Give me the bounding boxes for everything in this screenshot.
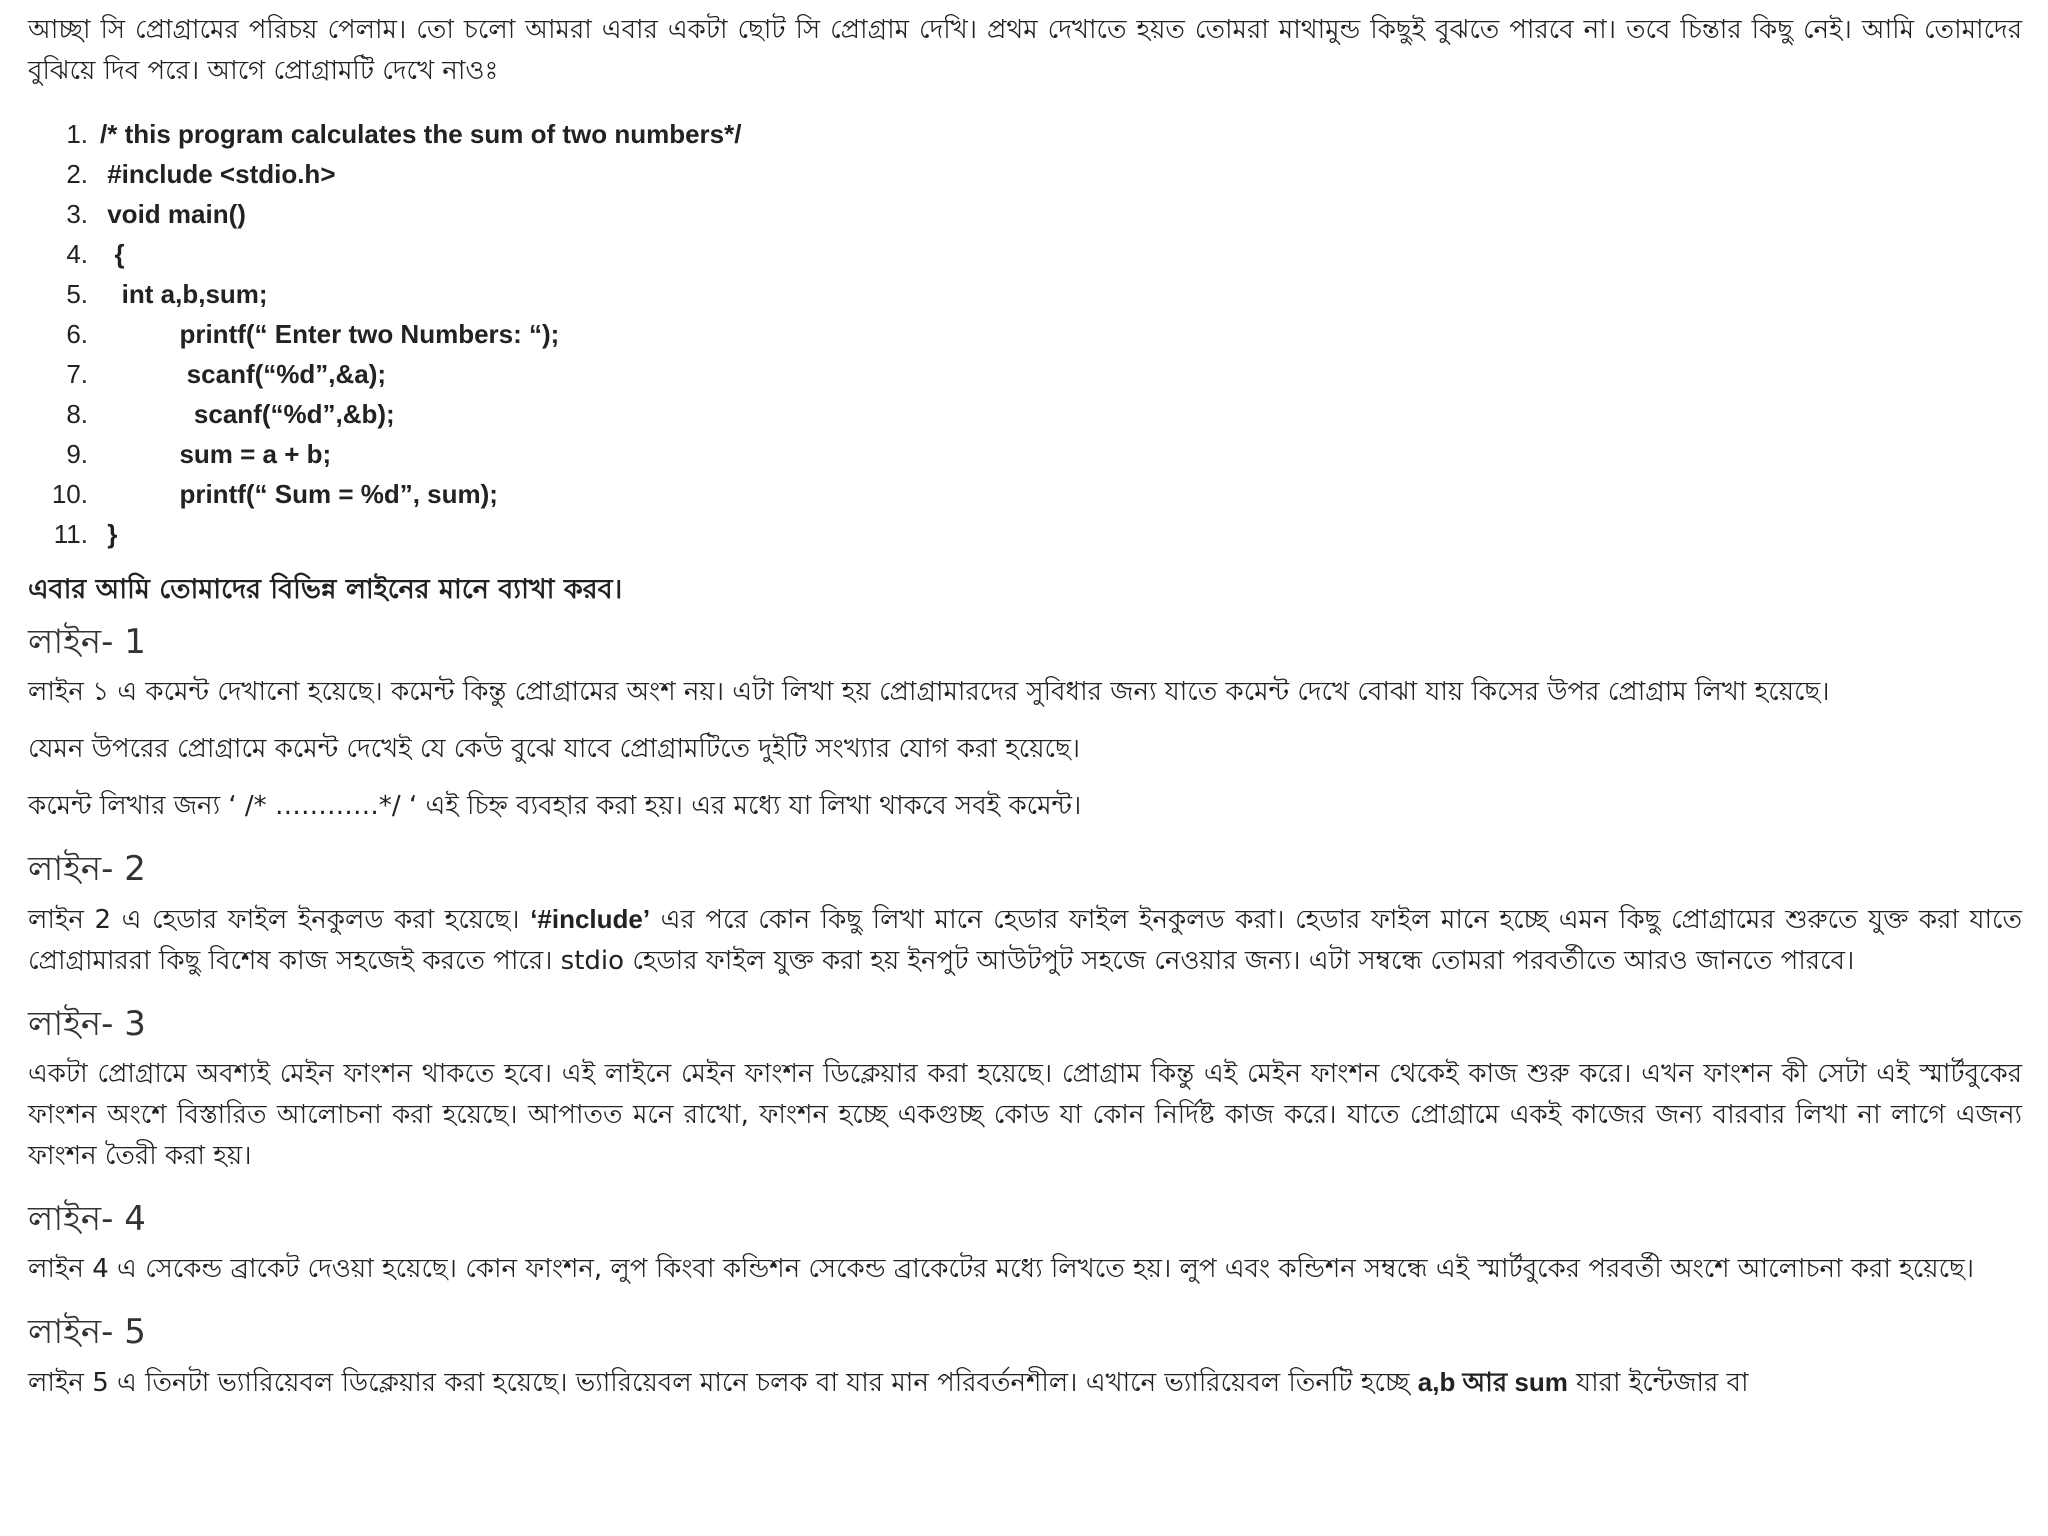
code-line (28, 474, 2022, 514)
code-line-number: 3. (66, 198, 88, 229)
line-2-heading: লাইন- 2 (28, 849, 146, 889)
code-line-text: printf(“ Enter two Numbers: “); (100, 318, 560, 349)
code-line (28, 234, 2022, 274)
code-line-number: 4. (66, 238, 88, 269)
line-2-text-start: লাইন 2 এ হেডার ফাইল ইনকুলড করা হয়েছে। (28, 905, 531, 935)
line-1-paragraph-2: যেমন উপরের প্রোগ্রামে কমেন্ট দেখেই যে কেউ বুঝে যাবে প্রোগ্রামটিতে দুইটি সংখ্যার যোগ করা হয়েছে। (28, 734, 1081, 764)
code-line-text: #include <stdio.h> (100, 158, 336, 189)
code-line-number: 5. (66, 278, 88, 309)
variable-names: a,b আর sum (1417, 1367, 1568, 1397)
code-line-number: 9. (66, 438, 88, 469)
code-line-number: 10. (51, 478, 88, 509)
code-line (28, 514, 2022, 554)
code-line-text: scanf(“%d”,&b); (100, 398, 395, 429)
code-line-number: 1. (66, 118, 88, 149)
code-line (28, 314, 2022, 354)
line-5-text-end: যারা ইন্টেজার বা (1567, 1368, 1749, 1398)
line-3-heading: লাইন- 3 (28, 1004, 146, 1044)
line-5-text-start: লাইন 5 এ তিনটা ভ্যারিয়েবল ডিক্লেয়ার করা হয়েছে। ভ্যারিয়েবল মানে চলক বা যার মান পরিবর্তনশীল। এখানে ভ্যারিয়েবল তিনটি হচ্ছে (28, 1368, 1418, 1398)
line-4-paragraph: লাইন 4 এ সেকেন্ড ব্রাকেট দেওয়া হয়েছে। কোন ফাংশন, লুপ কিংবা কন্ডিশন সেকেন্ড ব্রাকেটের মধ্যে লিখতে হয়। লুপ এবং কন্ডিশন সম্বন্ধে এই স্মার্টবুকের পরবর্তী অংশে আলোচনা করা হয়েছে। (28, 1254, 1975, 1284)
code-line (28, 154, 2022, 194)
code-line-number: 8. (66, 398, 88, 429)
code-line-text: } (100, 518, 118, 549)
code-line-text: printf(“ Sum = %d”, sum); (100, 478, 498, 509)
code-line (28, 354, 2022, 394)
code-listing (28, 114, 2022, 554)
code-line-number: 11. (53, 518, 88, 549)
code-line (28, 194, 2022, 234)
code-line-number: 6. (66, 318, 88, 349)
line-2-text-end: এর পরে কোন কিছু লিখা মানে হেডার ফাইল ইনকুলড করা। হেডার ফাইল মানে হচ্ছে এমন কিছু প্রোগ্রামের শুরুতে যুক্ত করা যাতে প্রোগ্রামাররা কিছু বিশেষ কাজ সহজেই করতে পারে। stdio হেডার ফাইল যুক্ত করা হয় ইনপুট আউটপুট সহজে নেওয়ার জন্য। এটা সম্বন্ধে তোমরা পরবর্তীতে আরও জানতে পারবে। (28, 905, 2022, 976)
code-line-text: sum = a + b; (100, 438, 332, 469)
code-line-number: 2. (66, 158, 88, 189)
line-5-heading: লাইন- 5 (28, 1312, 146, 1352)
code-line-text: void main() (100, 198, 246, 229)
line-1-heading: লাইন- 1 (28, 622, 146, 662)
line-4-heading: লাইন- 4 (28, 1199, 146, 1239)
line-1-paragraph-3: কমেন্ট লিখার জন্য ‘ /* …………*/ ‘ এই চিহ্ন ব্যবহার করা হয়। এর মধ্যে যা লিখা থাকবে সবই কমেন্ট। (28, 791, 1082, 821)
line-3-paragraph: একটা প্রোগ্রামে অবশ্যই মেইন ফাংশন থাকতে হবে। এই লাইনে মেইন ফাংশন ডিক্লেয়ার করা হয়েছে। প্রোগ্রাম কিন্তু এই মেইন ফাংশন থেকেই কাজ শুরু করে। এখন ফাংশন কী সেটা এই স্মার্টবুকের ফাংশন অংশে বিস্তারিত আলোচনা করা হয়েছে। আপাতত মনে রাখো, ফাংশন হচ্ছে একগুচ্ছ কোড যা কোন নির্দিষ্ট কাজ করে। যাতে প্রোগ্রামে একই কাজের জন্য বারবার লিখা না লাগে এজন্য ফাংশন তৈরী করা হয়। (28, 1059, 2022, 1171)
line-5-paragraph (28, 1362, 2022, 1404)
explanation-heading: এবার আমি তোমাদের বিভিন্ন লাইনের মানে ব্যাখা করব। (28, 574, 623, 605)
code-line (28, 394, 2022, 434)
code-line (28, 274, 2022, 314)
include-keyword: ‘#include’ (530, 904, 651, 934)
intro-paragraph: আচ্ছা সি প্রোগ্রামের পরিচয় পেলাম। তো চলো আমরা এবার একটা ছোট সি প্রোগ্রাম দেখি। প্রথম দেখাতে হয়ত তোমরা মাথামুন্ড কিছুই বুঝতে পারবে না। তবে চিন্তার কিছু নেই। আমি তোমাদের বুঝিয়ে দিব পরে। আগে প্রোগ্রামটি দেখে নাওঃ (28, 15, 2022, 86)
code-line-text: scanf(“%d”,&a); (100, 358, 387, 389)
line-1-paragraph-1: লাইন ১ এ কমেন্ট দেখানো হয়েছে। কমেন্ট কিন্তু প্রোগ্রামের অংশ নয়। এটা লিখা হয় প্রোগ্রামারদের সুবিধার জন্য যাতে কমেন্ট দেখে বোঝা যায় কিসের উপর প্রোগ্রাম লিখা হয়েছে। (28, 677, 1830, 707)
code-line (28, 114, 2022, 154)
code-line (28, 434, 2022, 474)
line-2-paragraph (28, 899, 2022, 982)
code-line-text: { (100, 238, 125, 269)
code-line-text: /* this program calculates the sum of two numbers*/ (100, 118, 742, 149)
code-line-text: int a,b,sum; (100, 278, 268, 309)
code-line-number: 7. (66, 358, 88, 389)
